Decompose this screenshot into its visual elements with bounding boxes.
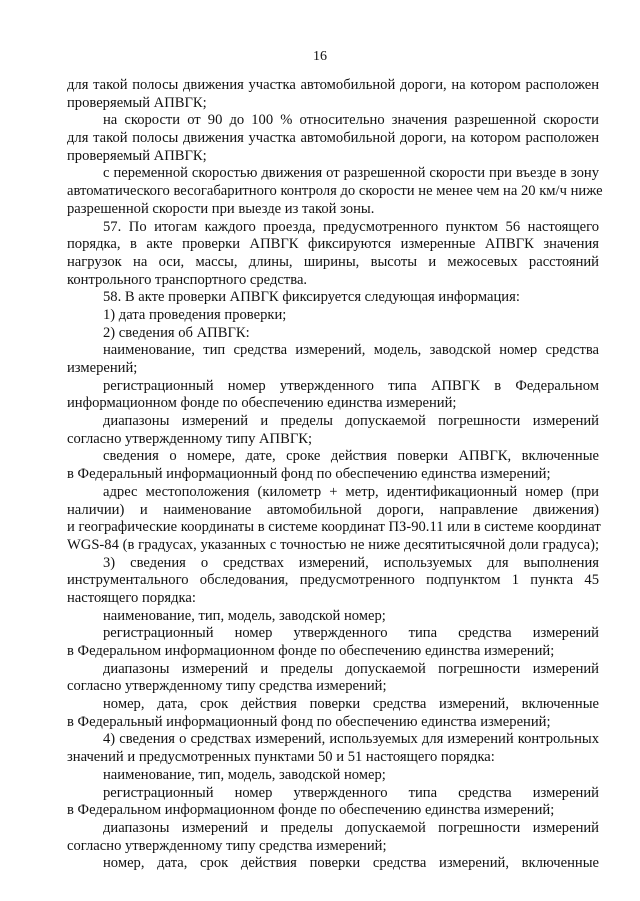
- text-line: проверяемый АПВГК;: [67, 147, 207, 164]
- text-line: согласно утвержденному типу средства измерений;: [67, 837, 387, 854]
- text-line: в Федеральном информационном фонде по обеспечению единства измерений;: [67, 802, 555, 819]
- text-line: наличии) и наименование автомобильной дороги, направление движения): [67, 501, 599, 518]
- text-line: значений и предусмотренных пунктами 50 и 51 настоящего порядка:: [67, 749, 495, 766]
- text-line: 1) дата проведения проверки;: [103, 306, 287, 323]
- text-line: нагрузок на оси, массы, длины, ширины, высоты и межосевых расстояний: [67, 253, 599, 270]
- text-line: 4) сведения о средствах измерений, используемых для измерений контрольных: [103, 731, 599, 748]
- text-line: диапазоны измерений и пределы допускаемой погрешности измерений: [103, 413, 599, 430]
- text-line: наименование, тип, модель, заводской номер;: [103, 607, 386, 624]
- text-line: 57. По итогам каждого проезда, предусмотренного пунктом 56 настоящего: [103, 218, 599, 235]
- text-line: адрес местоположения (километр + метр, идентификационный номер (при: [103, 483, 599, 500]
- text-line: наименование, тип средства измерений, модель, заводской номер средства: [103, 342, 599, 359]
- text-line: регистрационный номер утвержденного типа средства измерений: [103, 625, 599, 642]
- text-line: в Федеральном информационном фонде по обеспечению единства измерений;: [67, 643, 555, 659]
- text-line: 58. В акте проверки АПВГК фиксируется следующая информация:: [103, 289, 520, 306]
- text-line: 2) сведения об АПВГК:: [103, 324, 250, 341]
- text-line: номер, дата, срок действия поверки средства измерений, включенные: [103, 855, 599, 872]
- text-line: согласно утвержденному типу средства измерений;: [67, 678, 387, 695]
- text-line: регистрационный номер утвержденного типа средства измерений: [103, 784, 599, 801]
- text-line: порядка, в акте проверки АПВГК фиксируются измеренные АПВГК значения: [67, 236, 599, 253]
- text-line: номер, дата, срок действия поверки средства измерений, включенные: [103, 696, 599, 713]
- text-line: настоящего порядка:: [67, 589, 196, 606]
- text-line: информационном фонде по обеспечению единства измерений;: [67, 395, 457, 412]
- text-line: на скорости от 90 до 100 % относительно значения разрешенной скорости: [103, 112, 599, 129]
- text-line: для такой полосы движения участка автомобильной дороги, на котором расположен: [67, 77, 599, 93]
- text-line: разрешенной скорости при выезде из такой зоны.: [67, 200, 375, 217]
- text-line: в Федеральный информационный фонд по обеспечению единства измерений;: [67, 466, 551, 483]
- text-line: наименование, тип, модель, заводской номер;: [103, 766, 386, 783]
- text-line: с переменной скоростью движения от разрешенной скорости при въезде в зону: [103, 165, 599, 182]
- text-line: проверяемый АПВГК;: [67, 94, 207, 111]
- text-line: контрольного транспортного средства.: [67, 271, 308, 288]
- text-line: и географические координаты в системе координат ПЗ-90.11 или в системе координат: [67, 519, 601, 536]
- text-line: согласно утвержденному типу АПВГК;: [67, 430, 313, 447]
- page-number: 16: [313, 49, 327, 64]
- text-line: регистрационный номер утвержденного типа АПВГК в Федеральном: [103, 377, 599, 394]
- text-line: сведения о номере, дате, сроке действия поверки АПВГК, включенные: [103, 448, 599, 465]
- text-line: для такой полосы движения участка автомобильной дороги, на котором расположен: [67, 130, 599, 147]
- text-line: диапазоны измерений и пределы допускаемой погрешности измерений: [103, 819, 599, 836]
- text-line: автоматического весогабаритного контроля до скорости не менее чем на 20 км/ч ниже: [67, 183, 603, 200]
- document-body: [67, 77, 603, 873]
- text-line: измерений;: [67, 360, 138, 376]
- text-line: WGS-84 (в градусах, указанных с точностью не ниже десятитысячной доли градуса);: [67, 536, 599, 553]
- text-line: диапазоны измерений и пределы допускаемой погрешности измерений: [103, 660, 599, 677]
- text-line: 3) сведения о средствах измерений, используемых для выполнения: [103, 554, 599, 571]
- text-line: в Федеральный информационный фонд по обеспечению единства измерений;: [67, 713, 551, 730]
- text-line: инструментального обследования, предусмотренного подпунктом 1 пункта 45: [67, 572, 599, 589]
